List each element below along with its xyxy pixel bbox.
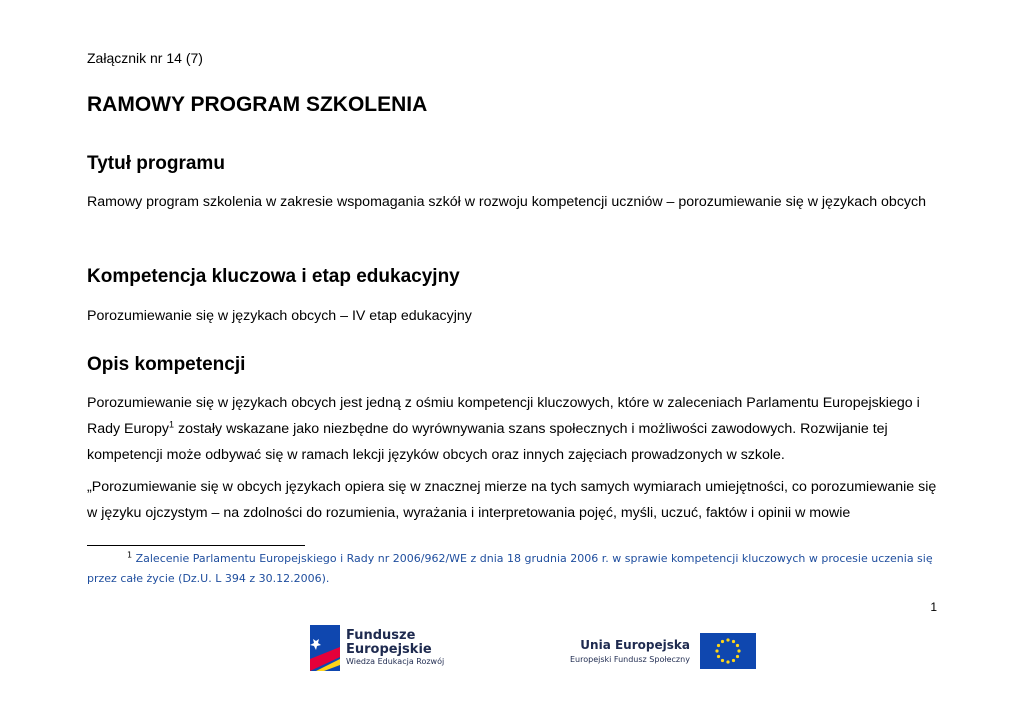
fe-line1: Fundusze [346, 628, 416, 644]
section-heading-competence: Kompetencja kluczowa i etap edukacyjny [87, 266, 460, 287]
fe-flag-icon [310, 625, 340, 671]
unia-europejska-logo [570, 633, 756, 669]
page-number: 1 [930, 600, 937, 614]
fe-text [346, 629, 444, 667]
section-paragraph-title: Ramowy program szkolenia w zakresie wspomagania szkół w rozwoju kompetencji uczniów – porozumiewanie się w językach obcych [87, 194, 926, 210]
fe-line2: Europejskie [346, 641, 432, 657]
section-paragraph-competence: Porozumiewanie się w językach obcych – IV etap edukacyjny [87, 308, 472, 324]
paragraph-text: Porozumiewanie się w językach obcych jest jedną z ośmiu kompetencji kluczowych, które w zaleceniach Parlamentu Europejskiego i Rady Europy [87, 395, 920, 437]
section-paragraph-description-2: „Porozumiewanie się w obcych językach opiera się w znacznej mierze na tych samych wymiarach umiejętności, co porozumiewanie się w języku ojczystym – na zdolności do rozumienia, wyrażania i interpretowania pojęć, myśli, uczuć, faktów i opinii w mowie [87, 479, 937, 521]
section-heading-title: Tytuł programu [87, 153, 225, 174]
footnote-divider [87, 545, 305, 546]
footnote-text: Zalecenie Parlamentu Europejskiego i Rady nr 2006/962/WE z dnia 18 grudnia 2006 r. w sprawie kompetencji kluczowych w procesie uczenia się przez całe życie (Dz.U. L 394 z 30.12.2006). [87, 552, 933, 585]
footnote-number: 1 [127, 550, 133, 560]
section-paragraph-description-1 [87, 390, 942, 468]
annex-label: Załącznik nr 14 (7) [87, 50, 203, 66]
eu-flag-icon [700, 633, 756, 669]
footnote-reference[interactable]: 1 [169, 419, 175, 430]
ue-line1: Unia Europejska [580, 638, 690, 652]
ue-line2: Europejski Fundusz Społeczny [570, 655, 690, 664]
footnote [87, 549, 937, 589]
fundusze-europejskie-logo [310, 625, 444, 671]
page-title: RAMOWY PROGRAM SZKOLENIA [87, 93, 428, 116]
ue-text [570, 638, 690, 664]
fe-tagline: Wiedza Edukacja Rozwój [346, 657, 445, 667]
paragraph-text: zostały wskazane jako niezbędne do wyrównywania szans społecznych i możliwości zawodowych. Rozwijanie tej kompetencji może odbywać się w ramach lekcji języków obcych oraz innych zajęciach prowadzonych w szkole. [87, 421, 888, 463]
section-heading-description: Opis kompetencji [87, 354, 246, 375]
